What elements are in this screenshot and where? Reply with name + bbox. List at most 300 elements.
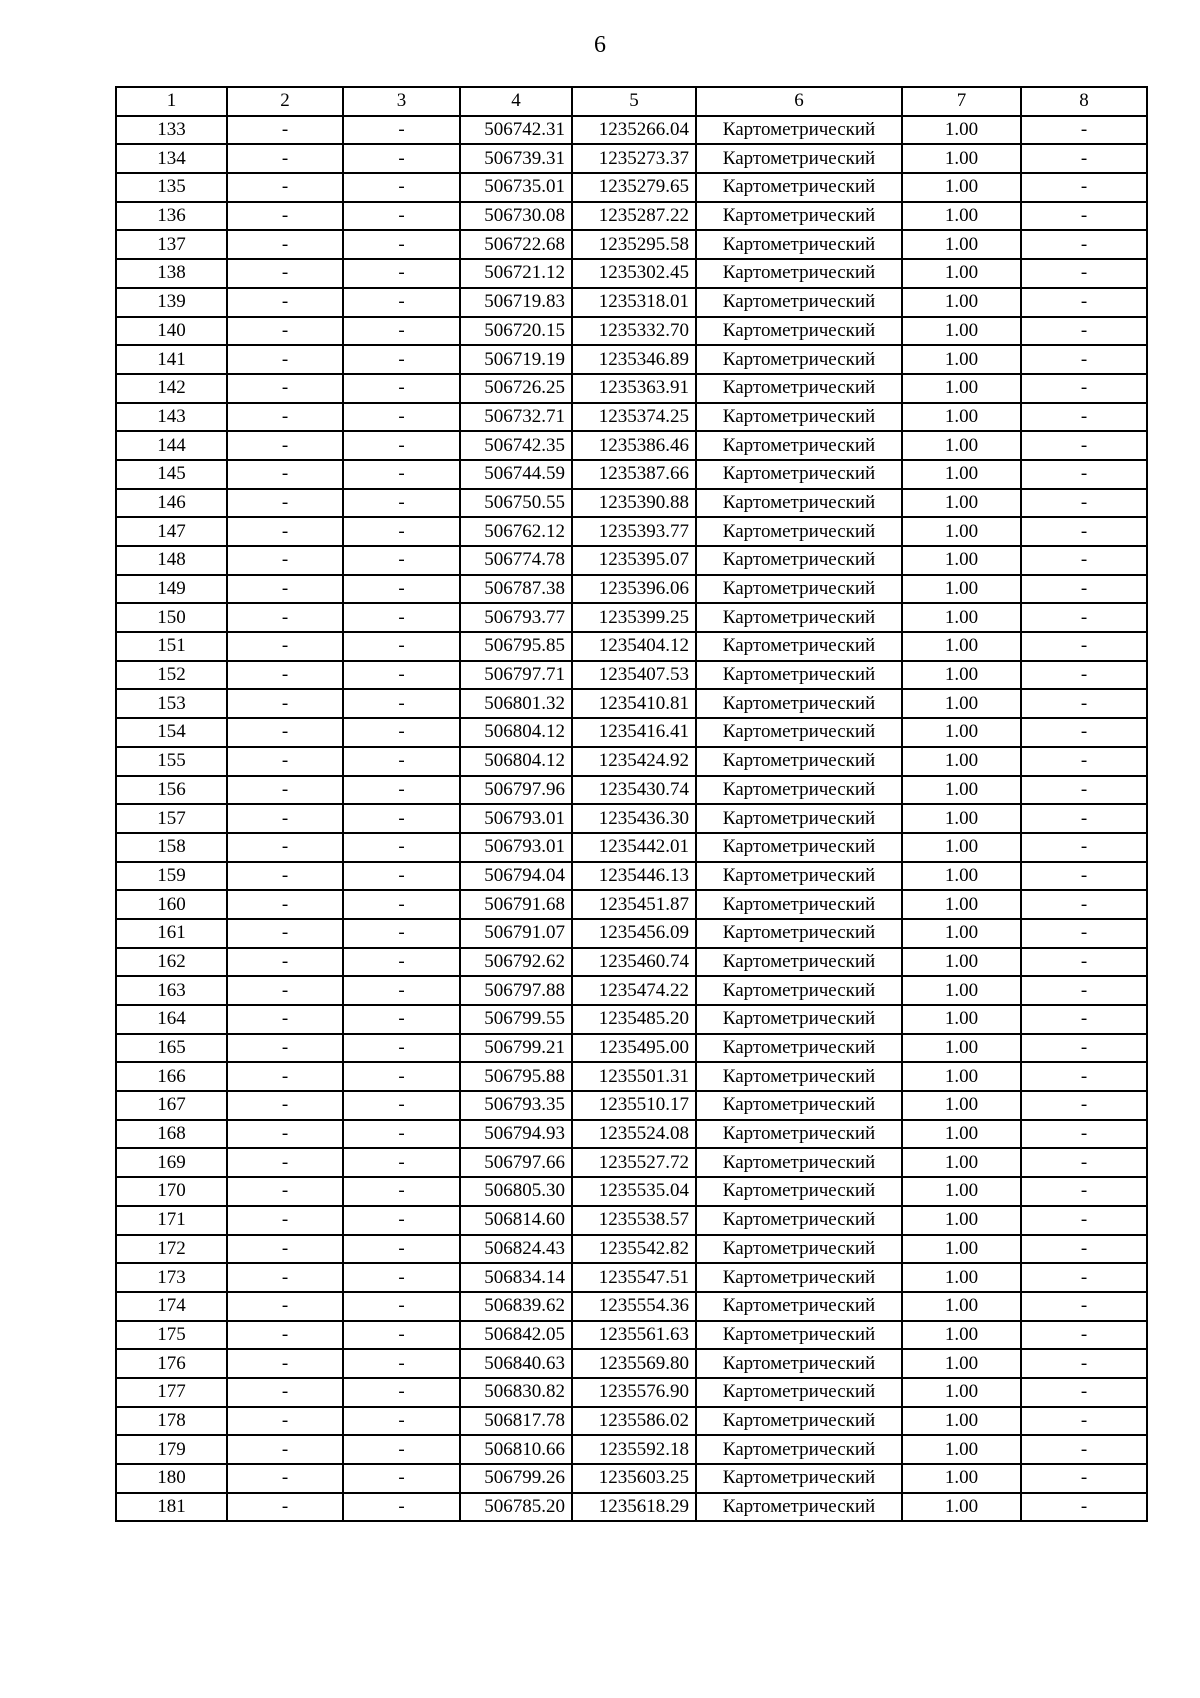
col-3-cell: - <box>343 546 460 575</box>
method-cell: Картометрический <box>696 1235 902 1264</box>
table-body <box>116 116 1147 1522</box>
coord-y-cell: 1235495.00 <box>572 1034 696 1063</box>
method-cell: Картометрический <box>696 890 902 919</box>
col-8-cell: - <box>1021 804 1147 833</box>
method-cell: Картометрический <box>696 345 902 374</box>
coord-x-cell: 506787.38 <box>460 575 572 604</box>
col-2-cell: - <box>227 460 343 489</box>
table-row <box>116 517 1147 546</box>
coord-x-cell: 506793.77 <box>460 603 572 632</box>
col-8-cell: - <box>1021 862 1147 891</box>
coord-x-cell: 506799.26 <box>460 1464 572 1493</box>
coord-x-cell: 506810.66 <box>460 1435 572 1464</box>
col-8-cell: - <box>1021 776 1147 805</box>
method-cell: Картометрический <box>696 1005 902 1034</box>
coordinates-table <box>115 86 1148 1522</box>
point-number-cell: 147 <box>116 517 227 546</box>
col-3-cell: - <box>343 116 460 145</box>
accuracy-cell: 1.00 <box>902 603 1021 632</box>
col-8-cell: - <box>1021 1148 1147 1177</box>
col-2-cell: - <box>227 948 343 977</box>
coord-x-cell: 506774.78 <box>460 546 572 575</box>
col-2-cell: - <box>227 1292 343 1321</box>
accuracy-cell: 1.00 <box>902 259 1021 288</box>
accuracy-cell: 1.00 <box>902 1148 1021 1177</box>
point-number-cell: 178 <box>116 1407 227 1436</box>
column-header-2: 2 <box>227 87 343 116</box>
col-3-cell: - <box>343 776 460 805</box>
col-2-cell: - <box>227 1321 343 1350</box>
point-number-cell: 134 <box>116 144 227 173</box>
coord-x-cell: 506750.55 <box>460 489 572 518</box>
accuracy-cell: 1.00 <box>902 489 1021 518</box>
col-3-cell: - <box>343 1206 460 1235</box>
point-number-cell: 141 <box>116 345 227 374</box>
accuracy-cell: 1.00 <box>902 1493 1021 1522</box>
method-cell: Картометрический <box>696 403 902 432</box>
coord-y-cell: 1235396.06 <box>572 575 696 604</box>
coord-y-cell: 1235538.57 <box>572 1206 696 1235</box>
method-cell: Картометрический <box>696 288 902 317</box>
point-number-cell: 152 <box>116 661 227 690</box>
col-3-cell: - <box>343 1493 460 1522</box>
coord-y-cell: 1235586.02 <box>572 1407 696 1436</box>
accuracy-cell: 1.00 <box>902 288 1021 317</box>
coord-y-cell: 1235273.37 <box>572 144 696 173</box>
col-3-cell: - <box>343 230 460 259</box>
coord-x-cell: 506792.62 <box>460 948 572 977</box>
col-8-cell: - <box>1021 460 1147 489</box>
col-8-cell: - <box>1021 116 1147 145</box>
point-number-cell: 158 <box>116 833 227 862</box>
coord-y-cell: 1235474.22 <box>572 976 696 1005</box>
method-cell: Картометрический <box>696 1148 902 1177</box>
table-row <box>116 259 1147 288</box>
coord-x-cell: 506793.35 <box>460 1091 572 1120</box>
accuracy-cell: 1.00 <box>902 718 1021 747</box>
coord-x-cell: 506793.01 <box>460 833 572 862</box>
col-8-cell: - <box>1021 919 1147 948</box>
col-8-cell: - <box>1021 517 1147 546</box>
coord-x-cell: 506795.85 <box>460 632 572 661</box>
col-3-cell: - <box>343 1464 460 1493</box>
method-cell: Картометрический <box>696 1349 902 1378</box>
coord-x-cell: 506793.01 <box>460 804 572 833</box>
accuracy-cell: 1.00 <box>902 1464 1021 1493</box>
table-row <box>116 1435 1147 1464</box>
col-2-cell: - <box>227 1005 343 1034</box>
col-8-cell: - <box>1021 230 1147 259</box>
col-8-cell: - <box>1021 1005 1147 1034</box>
method-cell: Картометрический <box>696 833 902 862</box>
col-8-cell: - <box>1021 1263 1147 1292</box>
col-2-cell: - <box>227 1407 343 1436</box>
col-3-cell: - <box>343 1378 460 1407</box>
col-8-cell: - <box>1021 747 1147 776</box>
col-2-cell: - <box>227 1464 343 1493</box>
point-number-cell: 165 <box>116 1034 227 1063</box>
table-row <box>116 489 1147 518</box>
coord-x-cell: 506801.32 <box>460 689 572 718</box>
coord-y-cell: 1235390.88 <box>572 489 696 518</box>
coord-y-cell: 1235524.08 <box>572 1120 696 1149</box>
coord-y-cell: 1235318.01 <box>572 288 696 317</box>
accuracy-cell: 1.00 <box>902 1435 1021 1464</box>
col-2-cell: - <box>227 1091 343 1120</box>
accuracy-cell: 1.00 <box>902 890 1021 919</box>
table-row <box>116 1120 1147 1149</box>
point-number-cell: 133 <box>116 116 227 145</box>
method-cell: Картометрический <box>696 489 902 518</box>
method-cell: Картометрический <box>696 230 902 259</box>
col-8-cell: - <box>1021 1349 1147 1378</box>
point-number-cell: 168 <box>116 1120 227 1149</box>
accuracy-cell: 1.00 <box>902 1378 1021 1407</box>
col-2-cell: - <box>227 317 343 346</box>
accuracy-cell: 1.00 <box>902 804 1021 833</box>
coord-y-cell: 1235332.70 <box>572 317 696 346</box>
coord-x-cell: 506791.07 <box>460 919 572 948</box>
col-2-cell: - <box>227 1378 343 1407</box>
coord-x-cell: 506830.82 <box>460 1378 572 1407</box>
coord-x-cell: 506797.88 <box>460 976 572 1005</box>
col-2-cell: - <box>227 489 343 518</box>
coord-x-cell: 506791.68 <box>460 890 572 919</box>
point-number-cell: 140 <box>116 317 227 346</box>
col-2-cell: - <box>227 1177 343 1206</box>
col-2-cell: - <box>227 259 343 288</box>
method-cell: Картометрический <box>696 1378 902 1407</box>
coord-y-cell: 1235442.01 <box>572 833 696 862</box>
point-number-cell: 163 <box>116 976 227 1005</box>
point-number-cell: 149 <box>116 575 227 604</box>
col-8-cell: - <box>1021 1321 1147 1350</box>
col-8-cell: - <box>1021 173 1147 202</box>
table-row <box>116 661 1147 690</box>
col-3-cell: - <box>343 403 460 432</box>
col-2-cell: - <box>227 890 343 919</box>
point-number-cell: 138 <box>116 259 227 288</box>
point-number-cell: 146 <box>116 489 227 518</box>
method-cell: Картометрический <box>696 1177 902 1206</box>
coord-x-cell: 506719.83 <box>460 288 572 317</box>
col-8-cell: - <box>1021 1493 1147 1522</box>
accuracy-cell: 1.00 <box>902 632 1021 661</box>
coord-y-cell: 1235535.04 <box>572 1177 696 1206</box>
col-3-cell: - <box>343 948 460 977</box>
coord-y-cell: 1235266.04 <box>572 116 696 145</box>
coord-x-cell: 506794.93 <box>460 1120 572 1149</box>
coord-y-cell: 1235542.82 <box>572 1235 696 1264</box>
coord-x-cell: 506719.19 <box>460 345 572 374</box>
method-cell: Картометрический <box>696 632 902 661</box>
col-8-cell: - <box>1021 603 1147 632</box>
point-number-cell: 153 <box>116 689 227 718</box>
col-3-cell: - <box>343 1177 460 1206</box>
table-row <box>116 833 1147 862</box>
accuracy-cell: 1.00 <box>902 1005 1021 1034</box>
method-cell: Картометрический <box>696 1407 902 1436</box>
accuracy-cell: 1.00 <box>902 1321 1021 1350</box>
accuracy-cell: 1.00 <box>902 1120 1021 1149</box>
point-number-cell: 170 <box>116 1177 227 1206</box>
coord-y-cell: 1235501.31 <box>572 1062 696 1091</box>
col-3-cell: - <box>343 919 460 948</box>
coord-x-cell: 506744.59 <box>460 460 572 489</box>
col-8-cell: - <box>1021 202 1147 231</box>
coord-y-cell: 1235404.12 <box>572 632 696 661</box>
point-number-cell: 166 <box>116 1062 227 1091</box>
coord-y-cell: 1235618.29 <box>572 1493 696 1522</box>
col-3-cell: - <box>343 317 460 346</box>
coord-y-cell: 1235554.36 <box>572 1292 696 1321</box>
coord-x-cell: 506726.25 <box>460 374 572 403</box>
col-2-cell: - <box>227 661 343 690</box>
col-2-cell: - <box>227 517 343 546</box>
accuracy-cell: 1.00 <box>902 403 1021 432</box>
coord-y-cell: 1235295.58 <box>572 230 696 259</box>
accuracy-cell: 1.00 <box>902 1091 1021 1120</box>
point-number-cell: 174 <box>116 1292 227 1321</box>
col-8-cell: - <box>1021 1206 1147 1235</box>
accuracy-cell: 1.00 <box>902 317 1021 346</box>
col-8-cell: - <box>1021 890 1147 919</box>
table-row <box>116 804 1147 833</box>
table-row <box>116 689 1147 718</box>
col-8-cell: - <box>1021 1034 1147 1063</box>
col-3-cell: - <box>343 259 460 288</box>
method-cell: Картометрический <box>696 460 902 489</box>
method-cell: Картометрический <box>696 1321 902 1350</box>
column-header-5: 5 <box>572 87 696 116</box>
coord-x-cell: 506785.20 <box>460 1493 572 1522</box>
coord-x-cell: 506730.08 <box>460 202 572 231</box>
table-row <box>116 202 1147 231</box>
table-row <box>116 1091 1147 1120</box>
method-cell: Картометрический <box>696 374 902 403</box>
col-8-cell: - <box>1021 833 1147 862</box>
method-cell: Картометрический <box>696 202 902 231</box>
table-row <box>116 230 1147 259</box>
coord-x-cell: 506721.12 <box>460 259 572 288</box>
accuracy-cell: 1.00 <box>902 431 1021 460</box>
table-row <box>116 288 1147 317</box>
table-row <box>116 116 1147 145</box>
col-3-cell: - <box>343 1292 460 1321</box>
point-number-cell: 143 <box>116 403 227 432</box>
table-row <box>116 1407 1147 1436</box>
point-number-cell: 142 <box>116 374 227 403</box>
method-cell: Картометрический <box>696 948 902 977</box>
col-2-cell: - <box>227 603 343 632</box>
col-3-cell: - <box>343 689 460 718</box>
coord-x-cell: 506720.15 <box>460 317 572 346</box>
method-cell: Картометрический <box>696 689 902 718</box>
col-8-cell: - <box>1021 1407 1147 1436</box>
accuracy-cell: 1.00 <box>902 575 1021 604</box>
table-row <box>116 1292 1147 1321</box>
coord-x-cell: 506824.43 <box>460 1235 572 1264</box>
point-number-cell: 162 <box>116 948 227 977</box>
col-3-cell: - <box>343 173 460 202</box>
table-row <box>116 1034 1147 1063</box>
point-number-cell: 169 <box>116 1148 227 1177</box>
coord-x-cell: 506797.96 <box>460 776 572 805</box>
coord-y-cell: 1235407.53 <box>572 661 696 690</box>
coord-x-cell: 506742.35 <box>460 431 572 460</box>
coord-y-cell: 1235424.92 <box>572 747 696 776</box>
table-row <box>116 1148 1147 1177</box>
coord-y-cell: 1235547.51 <box>572 1263 696 1292</box>
point-number-cell: 160 <box>116 890 227 919</box>
col-3-cell: - <box>343 661 460 690</box>
col-3-cell: - <box>343 890 460 919</box>
method-cell: Картометрический <box>696 1206 902 1235</box>
point-number-cell: 167 <box>116 1091 227 1120</box>
col-3-cell: - <box>343 833 460 862</box>
col-3-cell: - <box>343 1235 460 1264</box>
coord-y-cell: 1235510.17 <box>572 1091 696 1120</box>
column-header-6: 6 <box>696 87 902 116</box>
col-2-cell: - <box>227 116 343 145</box>
accuracy-cell: 1.00 <box>902 1062 1021 1091</box>
table-row <box>116 173 1147 202</box>
method-cell: Картометрический <box>696 976 902 1005</box>
col-8-cell: - <box>1021 1091 1147 1120</box>
column-header-1: 1 <box>116 87 227 116</box>
method-cell: Картометрический <box>696 1464 902 1493</box>
col-3-cell: - <box>343 345 460 374</box>
method-cell: Картометрический <box>696 1435 902 1464</box>
method-cell: Картометрический <box>696 804 902 833</box>
accuracy-cell: 1.00 <box>902 202 1021 231</box>
method-cell: Картометрический <box>696 546 902 575</box>
accuracy-cell: 1.00 <box>902 747 1021 776</box>
col-8-cell: - <box>1021 976 1147 1005</box>
method-cell: Картометрический <box>696 1263 902 1292</box>
accuracy-cell: 1.00 <box>902 1292 1021 1321</box>
col-3-cell: - <box>343 804 460 833</box>
col-3-cell: - <box>343 718 460 747</box>
col-8-cell: - <box>1021 1435 1147 1464</box>
col-3-cell: - <box>343 144 460 173</box>
col-3-cell: - <box>343 1120 460 1149</box>
coord-y-cell: 1235410.81 <box>572 689 696 718</box>
accuracy-cell: 1.00 <box>902 460 1021 489</box>
table-row <box>116 919 1147 948</box>
col-2-cell: - <box>227 431 343 460</box>
coord-x-cell: 506834.14 <box>460 1263 572 1292</box>
coord-y-cell: 1235374.25 <box>572 403 696 432</box>
col-2-cell: - <box>227 632 343 661</box>
header-row <box>116 87 1147 116</box>
point-number-cell: 135 <box>116 173 227 202</box>
table-row <box>116 431 1147 460</box>
col-2-cell: - <box>227 575 343 604</box>
coord-y-cell: 1235287.22 <box>572 202 696 231</box>
accuracy-cell: 1.00 <box>902 1177 1021 1206</box>
col-8-cell: - <box>1021 1235 1147 1264</box>
table-row <box>116 144 1147 173</box>
col-2-cell: - <box>227 288 343 317</box>
table-row <box>116 862 1147 891</box>
method-cell: Картометрический <box>696 317 902 346</box>
table-row <box>116 460 1147 489</box>
method-cell: Картометрический <box>696 919 902 948</box>
col-8-cell: - <box>1021 546 1147 575</box>
col-3-cell: - <box>343 1407 460 1436</box>
method-cell: Картометрический <box>696 1034 902 1063</box>
table-row <box>116 403 1147 432</box>
method-cell: Картометрический <box>696 1292 902 1321</box>
accuracy-cell: 1.00 <box>902 1235 1021 1264</box>
method-cell: Картометрический <box>696 1062 902 1091</box>
accuracy-cell: 1.00 <box>902 517 1021 546</box>
coord-y-cell: 1235386.46 <box>572 431 696 460</box>
col-8-cell: - <box>1021 632 1147 661</box>
coord-y-cell: 1235436.30 <box>572 804 696 833</box>
col-8-cell: - <box>1021 1120 1147 1149</box>
coord-y-cell: 1235279.65 <box>572 173 696 202</box>
col-2-cell: - <box>227 1435 343 1464</box>
coord-y-cell: 1235395.07 <box>572 546 696 575</box>
method-cell: Картометрический <box>696 776 902 805</box>
col-8-cell: - <box>1021 1378 1147 1407</box>
table-row <box>116 317 1147 346</box>
table-row <box>116 747 1147 776</box>
column-header-7: 7 <box>902 87 1021 116</box>
point-number-cell: 148 <box>116 546 227 575</box>
coord-x-cell: 506797.71 <box>460 661 572 690</box>
col-3-cell: - <box>343 288 460 317</box>
method-cell: Картометрический <box>696 1493 902 1522</box>
col-2-cell: - <box>227 1120 343 1149</box>
col-3-cell: - <box>343 374 460 403</box>
col-3-cell: - <box>343 1148 460 1177</box>
table-row <box>116 1235 1147 1264</box>
point-number-cell: 154 <box>116 718 227 747</box>
point-number-cell: 156 <box>116 776 227 805</box>
col-2-cell: - <box>227 202 343 231</box>
col-2-cell: - <box>227 144 343 173</box>
table-row <box>116 1493 1147 1522</box>
table-row <box>116 632 1147 661</box>
table-row <box>116 1349 1147 1378</box>
method-cell: Картометрический <box>696 718 902 747</box>
coord-y-cell: 1235387.66 <box>572 460 696 489</box>
point-number-cell: 150 <box>116 603 227 632</box>
method-cell: Картометрический <box>696 575 902 604</box>
col-3-cell: - <box>343 1005 460 1034</box>
col-2-cell: - <box>227 1493 343 1522</box>
method-cell: Картометрический <box>696 862 902 891</box>
method-cell: Картометрический <box>696 116 902 145</box>
accuracy-cell: 1.00 <box>902 546 1021 575</box>
col-8-cell: - <box>1021 1464 1147 1493</box>
point-number-cell: 137 <box>116 230 227 259</box>
coord-y-cell: 1235399.25 <box>572 603 696 632</box>
col-8-cell: - <box>1021 661 1147 690</box>
accuracy-cell: 1.00 <box>902 976 1021 1005</box>
coord-x-cell: 506814.60 <box>460 1206 572 1235</box>
col-2-cell: - <box>227 718 343 747</box>
coord-y-cell: 1235603.25 <box>572 1464 696 1493</box>
table-row <box>116 1177 1147 1206</box>
col-2-cell: - <box>227 1235 343 1264</box>
col-2-cell: - <box>227 1034 343 1063</box>
table-row <box>116 374 1147 403</box>
table-row <box>116 1206 1147 1235</box>
